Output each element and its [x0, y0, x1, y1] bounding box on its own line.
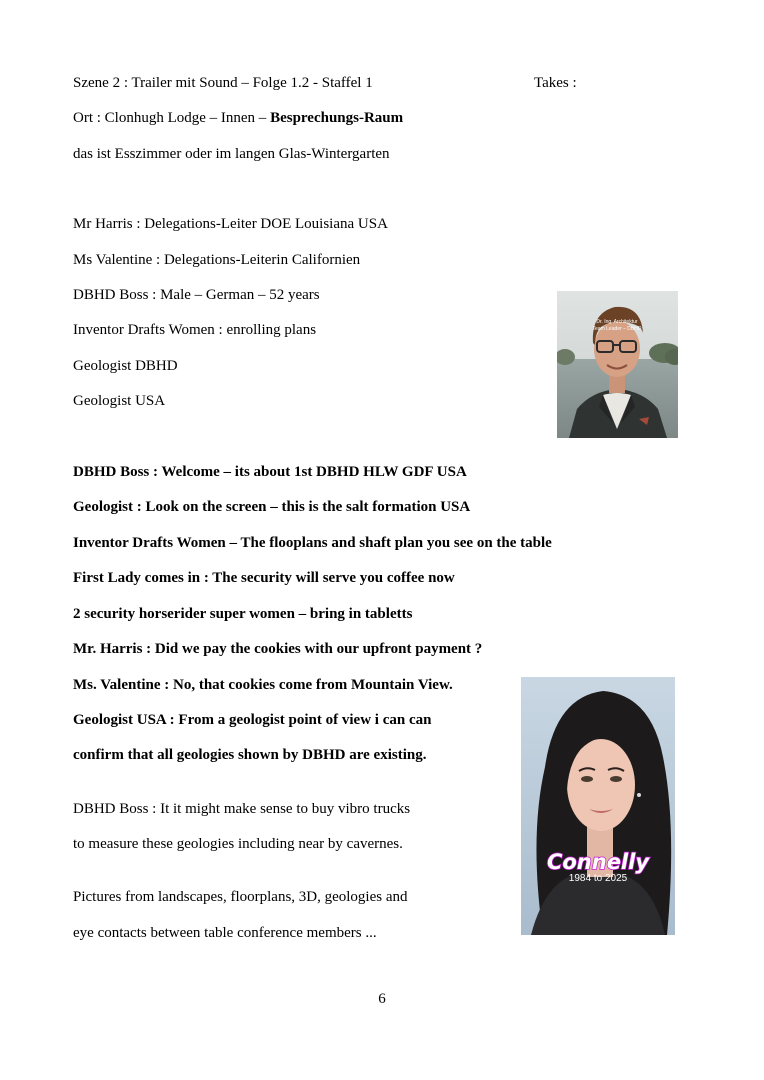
scene-title: Szene 2 : Trailer mit Sound – Folge 1.2 - Staffel 1: [73, 75, 373, 91]
location-prefix: Ort : Clonhugh Lodge – Innen –: [73, 110, 271, 126]
closing-line: to measure these geologies including near by cavernes.: [73, 836, 403, 852]
location-room: Besprechungs-Raum: [270, 110, 404, 126]
dialogue-line: Geologist USA : From a geologist point of view i can can: [73, 712, 432, 728]
dialogue-line: Inventor Drafts Women – The flooplans and shaft plan you see on the table: [73, 535, 552, 551]
closing-line: DBHD Boss : It it might make sense to buy vibro trucks: [73, 801, 411, 817]
dialogue-line: Mr. Harris : Did we pay the cookies with our upfront payment ?: [73, 641, 483, 657]
location-line: [73, 109, 403, 127]
location-note: das ist Esszimmer oder im langen Glas-Wintergarten: [73, 146, 390, 162]
cast-item: Ms Valentine : Delegations-Leiterin Californien: [73, 252, 361, 268]
connelly-name: Connelly: [546, 850, 650, 874]
boss-portrait-image: [557, 291, 678, 438]
closing-line: Pictures from landscapes, floorplans, 3D, geologies and: [73, 889, 408, 905]
dialogue-line: Ms. Valentine : No, that cookies come from Mountain View.: [73, 677, 453, 693]
boss-caption-1: Dr. Ing. Architektur: [596, 319, 638, 325]
dialogue-line: DBHD Boss : Welcome – its about 1st DBHD HLW GDF USA: [73, 464, 467, 480]
page-number: 6: [378, 991, 386, 1007]
boss-caption-2: Team Leader – DBHD: [592, 326, 642, 332]
cast-item: Mr Harris : Delegations-Leiter DOE Louisiana USA: [73, 216, 388, 232]
dialogue-line: confirm that all geologies shown by DBHD are existing.: [73, 747, 427, 763]
cast-item: DBHD Boss : Male – German – 52 years: [73, 287, 320, 303]
dialogue-line: Geologist : Look on the screen – this is the salt formation USA: [73, 499, 471, 515]
closing-line: eye contacts between table conference members ...: [73, 925, 377, 941]
cast-item: Inventor Drafts Women : enrolling plans: [73, 322, 317, 338]
dialogue-line: 2 security horserider super women – bring in tabletts: [73, 606, 413, 622]
connelly-years: 1984 to 2025: [568, 873, 628, 884]
dialogue-line: First Lady comes in : The security will serve you coffee now: [73, 570, 455, 586]
takes-label: Takes :: [534, 75, 577, 91]
cast-item: Geologist USA: [73, 393, 166, 409]
cast-item: Geologist DBHD: [73, 358, 178, 374]
connelly-portrait-image: [521, 677, 675, 935]
